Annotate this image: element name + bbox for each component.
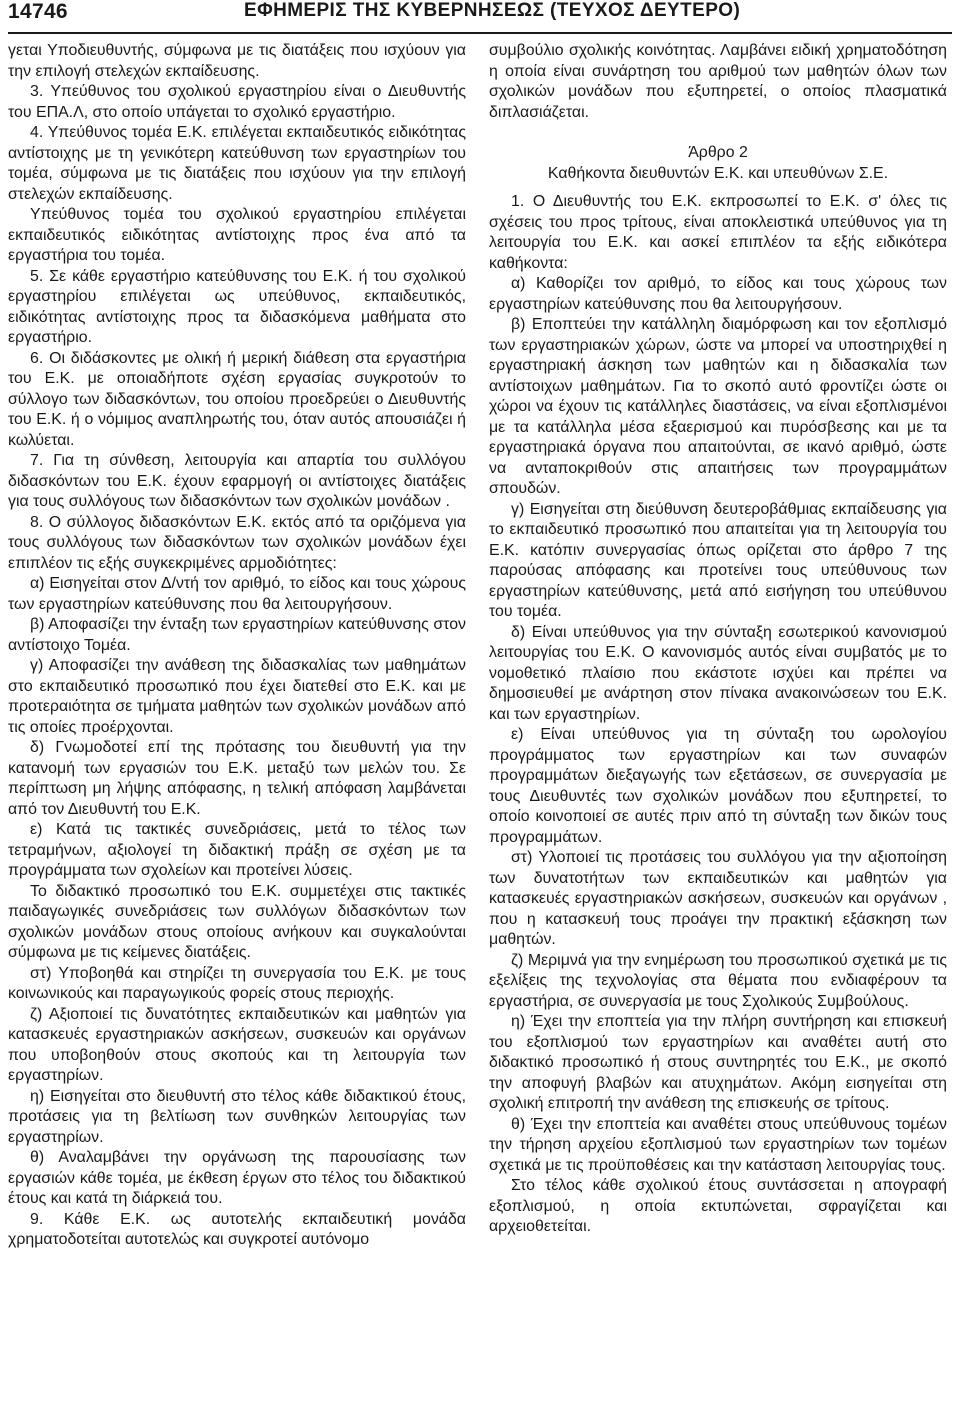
paragraph: 6. Οι διδάσκοντες με ολική ή μερική διάθεση στα εργαστήρια του Ε.Κ. με οποιαδήποτε σχέση εργασίας συγκροτούν το σύλλογο των διδασκόντων, του οποίου προεδρεύει ο Διευθυντής του Ε.Κ. ή ο νόμιμος αναπληρωτής του, όταν αυτός απουσιάζει ή κωλύεται. (8, 349, 466, 449)
paragraph: ζ) Αξιοποιεί τις δυνατότητες εκπαιδευτικών και μαθητών για κατασκευές εργαστηριακών ασκήσεων, συσκευών και οργάνων που υποβοηθούν στους σκοπούς και τη λειτουργία των εργαστηρίων. (8, 1005, 466, 1084)
right-column (489, 41, 947, 1238)
paragraph: δ) Γνωμοδοτεί επί της πρότασης του διευθυντή για την κατανομή των εργασιών του Ε.Κ. μεταξύ των μελών του. Σε περίπτωση μη λήψης απόφασης, η τελική απόφαση λαμβάνεται από τον Διευθυντή του Ε.Κ. (8, 739, 466, 818)
paragraph: 9. Κάθε Ε.Κ. ως αυτοτελής εκπαιδευτική μονάδα χρηματοδοτείται αυτοτελώς και συγκροτεί αυτόνομο (8, 1210, 466, 1248)
paragraph: η) Έχει την εποπτεία για την πλήρη συντήρηση και επισκευή του εξοπλισμού των εργαστηρίων και αναθέτει αυτή στο διδακτικό προσωπικό ή στους συντηρητές του Ε.Κ., με σκοπό την αποφυγή βλαβών και ατυχημάτων. Ακόμη εισηγείται στη σχολική επιτροπή την ανάθεση της επισκευής σε τρίτους. (489, 1013, 947, 1112)
paragraph: 3. Υπεύθυνος του σχολικού εργαστηρίου είναι ο Διευθυντής του ΕΠΑ.Λ, στο οποίο υπάγεται το σχολικό εργαστήριο. (8, 83, 466, 121)
paragraph: ε) Είναι υπεύθυνος για τη σύνταξη του ωρολογίου προγράμματος των εργαστηρίων και των συναφών προγραμμάτων διεξαγωγής των εξετάσεων, σε συνεργασία με τους Διευθυντές των σχολικών μονάδων που εξυπηρετεί, το οποίο κοινοποιεί σε αυτές πριν από τη σύνταξη των δικών τους προγραμμάτων. (489, 726, 947, 846)
paragraph: στ) Υλοποιεί τις προτάσεις του συλλόγου για την αξιοποίηση των δυνατοτήτων των εκπαιδευτικών και μαθητών για κατασκευές εργαστηριακών ασκήσεων, συσκευών και οργάνων , που η κατασκευή τους προάγει την πρακτική εξάσκηση των μαθητών. (489, 849, 947, 948)
paragraph: γ) Εισηγείται στη διεύθυνση δευτεροβάθμιας εκπαίδευσης για το εκπαιδευτικό προσωπικό που απαιτείται για τη λειτουργία του Ε.Κ. κατόπιν συνεργασίας όπως ορίζεται στο άρθρο 7 της παρούσας απόφασης και προτείνει τους υπεύθυνους των εργαστηρίων κατεύθυνσης, μετά από εισήγηση του υπεύθυνου του τομέα. (489, 500, 947, 620)
paragraph: 1. Ο Διευθυντής του Ε.Κ. εκπροσωπεί το Ε.Κ. σ' όλες τις σχέσεις του προς τρίτους, είναι αποκλειστικά υπεύθυνος για τη λειτουργία του Ε.Κ. και ασκεί επιπλέον τα εξής ειδικότερα καθήκοντα: (489, 193, 947, 272)
paragraph: 8. Ο σύλλογος διδασκόντων Ε.Κ. εκτός από τα οριζόμενα για τους συλλόγους των διδασκόντων των σχολικών μονάδων έχει επιπλέον τις εξής συγκεκριμένες αρμοδιότητες: (8, 513, 466, 572)
paragraph: θ) Έχει την εποπτεία και αναθέτει στους υπεύθυνους τομέων την τήρηση αρχείου εξοπλισμού των εργαστηρίων των τομέων σχετικά με τις προϋποθέσεις και την κατάσταση λειτουργίας τους. (489, 1115, 947, 1174)
paragraph: Στο τέλος κάθε σχολικού έτους συντάσσεται η απογραφή εξοπλισμού, η οποία εκτυπώνεται, σφραγίζεται και αρχειοθετείται. (489, 1177, 947, 1235)
page-number: 14746 (8, 0, 68, 23)
paragraph: β) Εποπτεύει την κατάλληλη διαμόρφωση και τον εξοπλισμό των εργαστηριακών χώρων, ώστε να μπορεί να υποστηριχθεί η εργαστηριακή άσκηση των μαθητών και η διδασκαλία των αντίστοιχων μαθημάτων. Για το σκοπό αυτό φροντίζει ώστε οι χώροι να έχουν τις κατάλληλες διαστάσεις, να είναι εξοπλισμένοι με τα κατάλληλα μέσα εξαερισμού και πυρόσβεσης και με τα εργαστηριακά όργανα που απαιτούνται, σε ικανό αριθμό, ώστε να ανταποκριθούν στις απαιτήσεις των προγραμμάτων σπουδών. (489, 316, 947, 497)
paragraph: β) Αποφασίζει την ένταξη των εργαστηρίων κατεύθυνσης στον αντίστοιχο Τομέα. (8, 616, 466, 654)
paragraph: η) Εισηγείται στο διευθυντή στο τέλος κάθε διδακτικού έτους, προτάσεις για τη βελτίωση των συνθηκών λειτουργίας των εργαστηρίων. (8, 1087, 466, 1146)
paragraph: Το διδακτικό προσωπικό του Ε.Κ. συμμετέχει στις τακτικές παιδαγωγικές συνεδριάσεις των συλλόγων διδασκόντων των σχολικών μονάδων στους οποίους ανήκουν και συγκαλούνται σύμφωνα με τις κείμενες διατάξεις. (8, 882, 466, 961)
paragraph: 4. Υπεύθυνος τομέα Ε.Κ. επιλέγεται εκπαιδευτικός ειδικότητας αντίστοιχης με τη γενικότερη κατεύθυνση των εργαστηρίων του τομέα, σύμφωνα με τις διατάξεις που ισχύουν για την επιλογή στελεχών εκπαίδευσης. (8, 124, 466, 203)
article-title: Άρθρο 2 (688, 144, 748, 161)
paragraph: στ) Υποβοηθά και στηρίζει τη συνεργασία του Ε.Κ. με τους κοινωνικούς και παραγωγικούς φορείς στους περιοχής. (8, 964, 466, 1002)
paragraph: 5. Σε κάθε εργαστήριο κατεύθυνσης του Ε.Κ. ή του σχολικού εργαστηρίου επιλέγεται ως υπεύθυνος, εκπαιδευτικός, ειδικότητας αντίστοιχης προς τα διδασκόμενα μαθήματα στο εργαστήριο. (8, 267, 466, 346)
paragraph: συμβούλιο σχολικής κοινότητας. Λαμβάνει ειδική χρηματοδότηση η οποία είναι συνάρτηση του αριθμού των μαθητών όλων των σχολικών μονάδων που εξυπηρετεί, ο οποίος πλασματικά διπλασιάζεται. (489, 42, 947, 121)
paragraph: 7. Για τη σύνθεση, λειτουργία και απαρτία του συλλόγου διδασκόντων του Ε.Κ. έχουν εφαρμογή οι αντίστοιχες διατάξεις για τους συλλόγους των διδασκόντων των σχολικών μονάδων . (8, 452, 466, 510)
left-column (8, 41, 466, 1251)
gazette-title: ΕΦΗΜΕΡΙΣ ΤΗΣ ΚΥΒΕΡΝΗΣΕΩΣ (ΤΕΥΧΟΣ ΔΕΥΤΕΡΟ) (244, 0, 741, 21)
paragraph: ζ) Μεριμνά για την ενημέρωση του προσωπικού σχετικά με τις εξελίξεις της τεχνολογίας στα θέματα που ενδιαφέρουν τα εργαστήρια, σε συνεργασία με τους Σχολικούς Συμβούλους. (489, 951, 947, 1010)
paragraph: δ) Είναι υπεύθυνος για την σύνταξη εσωτερικού κανονισμού λειτουργίας του Ε.Κ. Ο κανονισμός αυτός είναι συμβατός με το νομοθετικό πλαίσιο που εκάστοτε ισχύει και πρέπει να δημοσιευθεί με ανάρτηση στον πίνακα ανακοινώσεων του Ε.Κ. και των εργαστηρίων. (489, 623, 947, 723)
paragraph: θ) Αναλαμβάνει την οργάνωση της παρουσίασης των εργασιών κάθε τομέα, με έκθεση έργων στο τέλος του διδακτικού έτους και κατά τη διάρκειά του. (8, 1149, 466, 1207)
paragraph: ε) Κατά τις τακτικές συνεδριάσεις, μετά το τέλος των τετραμήνων, αξιολογεί τη διδακτική πράξη σε σχέση με τα προγράμματα των σχολείων και προτείνει λύσεις. (8, 821, 466, 879)
article-heading: Καθήκοντα διευθυντών Ε.Κ. και υπευθύνων Σ.Ε. (547, 164, 889, 182)
paragraph: γεται Υποδιευθυντής, σύμφωνα με τις διατάξεις που ισχύουν για την επιλογή στελεχών εκπαίδευσης. (8, 42, 466, 80)
paragraph: α) Εισηγείται στον Δ/ντή τον αριθμό, το είδος και τους χώρους των εργαστηρίων κατεύθυνσης που θα λειτουργήσουν. (8, 575, 466, 613)
paragraph: γ) Αποφασίζει την ανάθεση της διδασκαλίας των μαθημάτων στο εκπαιδευτικό προσωπικό που έχει διατεθεί στο Ε.Κ. και με προτεραιότητα σε τμήματα μαθητών των σχολικών μονάδων από τις οποίες προέρχονται. (8, 657, 466, 736)
page-header (8, 0, 952, 34)
paragraph: Υπεύθυνος τομέα του σχολικού εργαστηρίου επιλέγεται εκπαιδευτικός ειδικότητας αντίστοιχης προς ένα από τα εργαστήρια του τομέα. (8, 206, 466, 264)
paragraph: α) Καθορίζει τον αριθμό, το είδος και τους χώρους των εργαστηρίων κατεύθυνσης που θα λειτουργήσουν. (489, 275, 947, 313)
